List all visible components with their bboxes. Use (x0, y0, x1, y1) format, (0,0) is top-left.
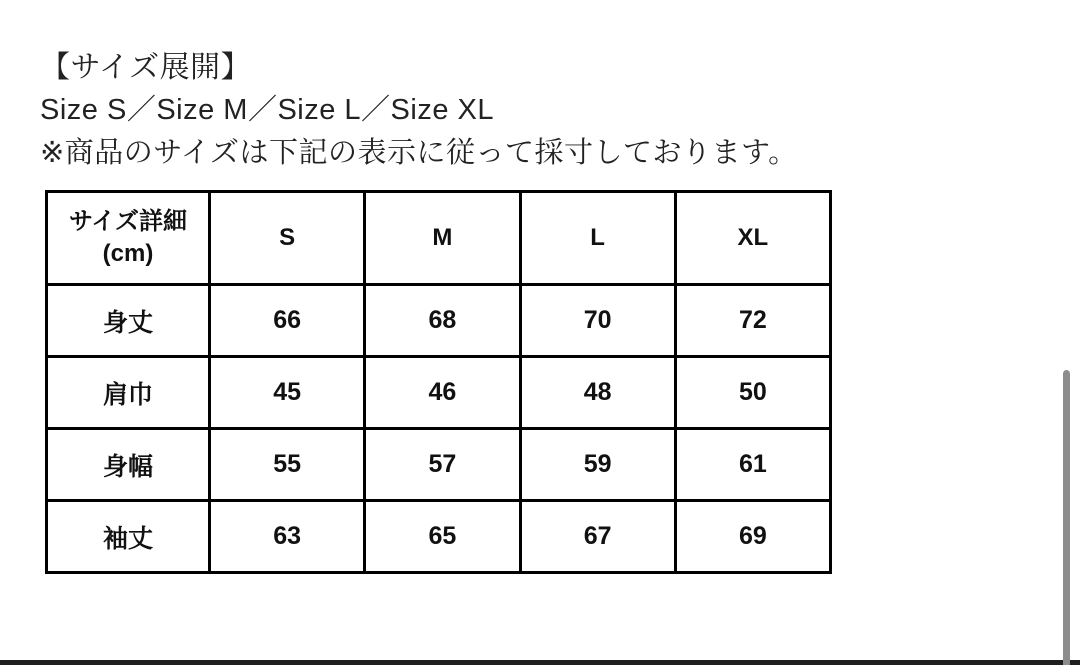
vertical-scrollbar-thumb[interactable] (1063, 370, 1070, 665)
table-row (47, 357, 831, 429)
cell-value: 50 (675, 357, 830, 429)
table-row (47, 285, 831, 357)
column-header-s: S (210, 192, 365, 285)
size-lineup-text: Size S／Size M／Size L／Size XL (40, 94, 494, 126)
cell-value: 61 (675, 429, 830, 501)
cell-value: 65 (365, 501, 520, 573)
cell-value: 72 (675, 285, 830, 357)
corner-header-line1: サイズ詳細 (68, 207, 188, 235)
table-row (47, 429, 831, 501)
row-label: 肩巾 (47, 357, 210, 429)
cell-value: 68 (365, 285, 520, 357)
cell-value: 57 (365, 429, 520, 501)
table-row (47, 501, 831, 573)
size-chart-table (45, 190, 832, 574)
cell-value: 46 (365, 357, 520, 429)
row-label: 袖丈 (47, 501, 210, 573)
row-label: 身幅 (47, 429, 210, 501)
cell-value: 48 (520, 357, 675, 429)
column-header-m: M (365, 192, 520, 285)
cell-value: 59 (520, 429, 675, 501)
corner-header-cell (47, 192, 210, 285)
section-title: 【サイズ展開】 (40, 51, 252, 84)
row-label: 身丈 (47, 285, 210, 357)
column-header-l: L (520, 192, 675, 285)
cell-value: 69 (675, 501, 830, 573)
measurement-note: ※商品のサイズは下記の表示に従って採寸しております。 (40, 137, 798, 169)
cell-value: 63 (210, 501, 365, 573)
cell-value: 70 (520, 285, 675, 357)
cell-value: 45 (210, 357, 365, 429)
cell-value: 67 (520, 501, 675, 573)
column-header-xl: XL (675, 192, 830, 285)
table-header-row (47, 192, 831, 285)
bottom-edge-bar (0, 660, 1080, 665)
corner-header-line2: (cm) (102, 240, 154, 267)
size-info-heading (40, 46, 798, 175)
cell-value: 66 (210, 285, 365, 357)
cell-value: 55 (210, 429, 365, 501)
